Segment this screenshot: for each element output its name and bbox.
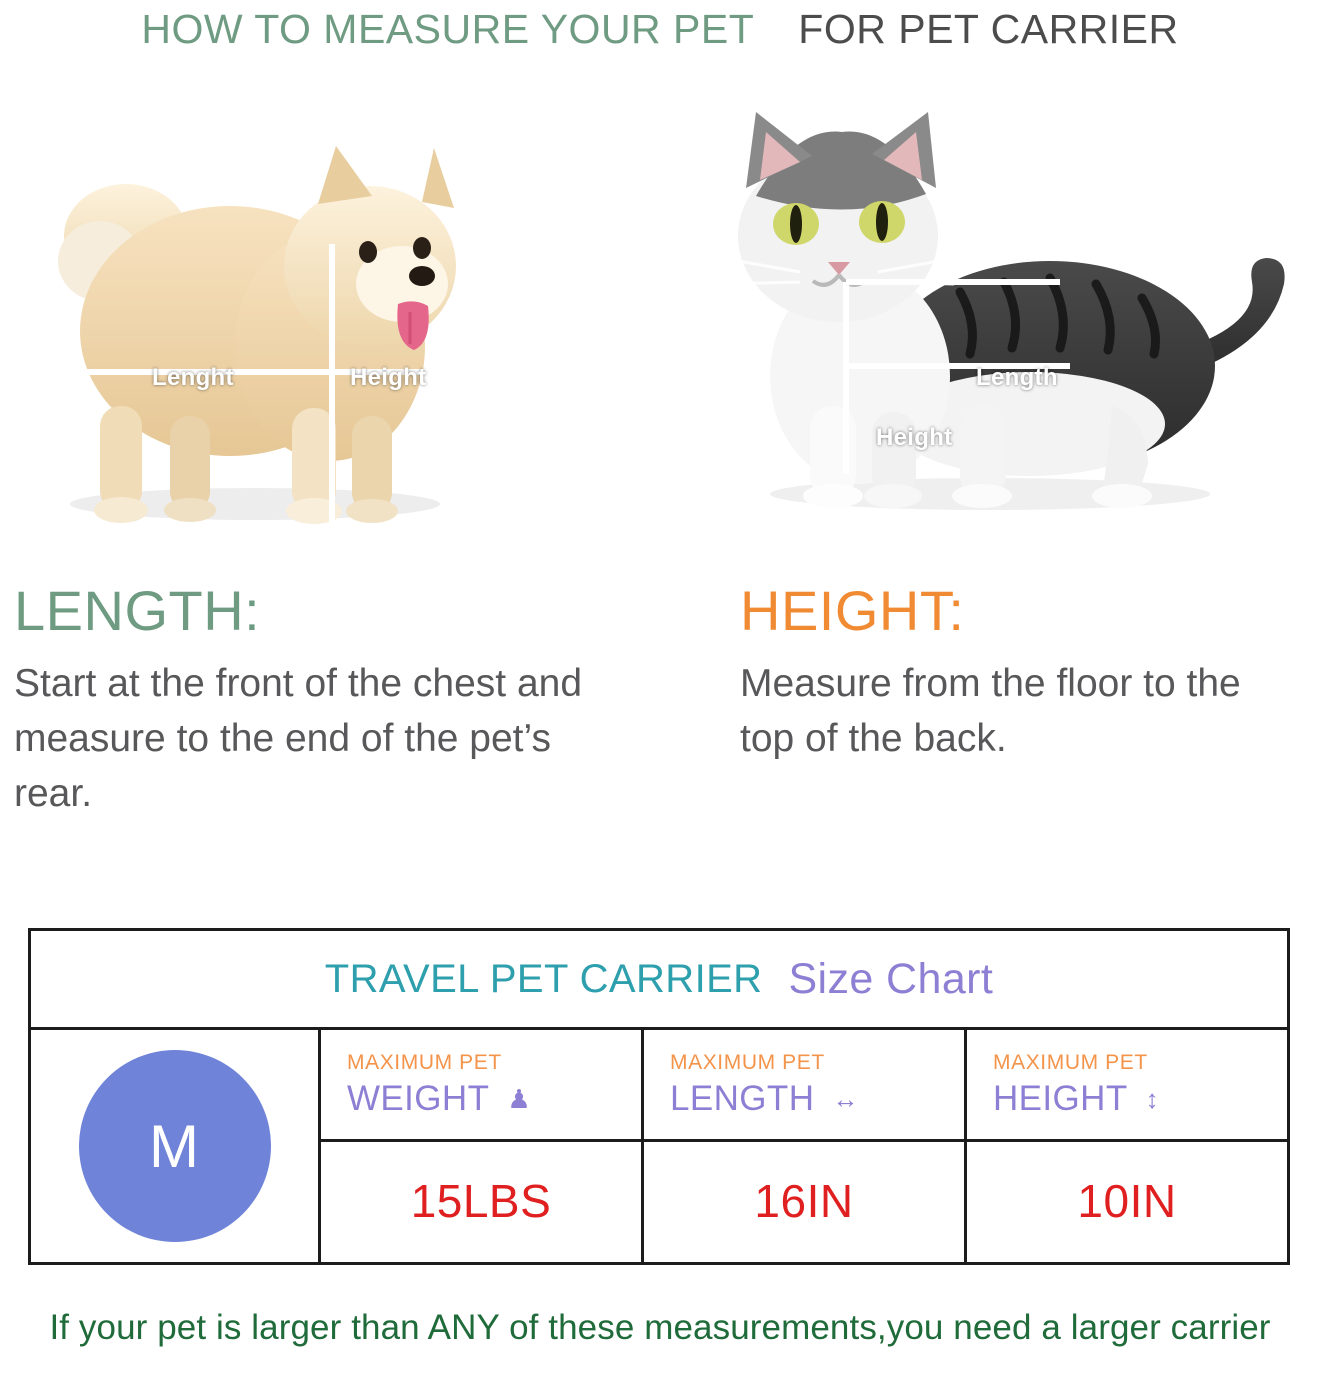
size-chart-title-row bbox=[31, 931, 1287, 1030]
metric-value-height: 10IN bbox=[1077, 1175, 1177, 1227]
metric-column-length bbox=[644, 1030, 967, 1262]
cat-illustration bbox=[660, 76, 1310, 546]
metric-header-weight bbox=[321, 1030, 641, 1142]
height-definition-text: Measure from the floor to the top of the back. bbox=[740, 661, 1241, 760]
cat-photo bbox=[660, 76, 1310, 546]
page-title-gray: FOR PET CARRIER bbox=[798, 6, 1179, 52]
length-definition bbox=[14, 580, 634, 822]
definitions-section bbox=[0, 580, 1320, 890]
height-definition bbox=[740, 580, 1300, 766]
metric-header-length bbox=[644, 1030, 964, 1142]
metric-sub-height: MAXIMUM PET bbox=[993, 1050, 1148, 1074]
pet-photos-section bbox=[0, 76, 1320, 556]
page-header bbox=[0, 6, 1320, 53]
dog-photo bbox=[30, 76, 650, 546]
horizontal-arrow-icon: ↔ bbox=[832, 1083, 859, 1114]
vertical-arrow-icon: ↕ bbox=[1145, 1083, 1159, 1114]
size-badge-m: M bbox=[79, 1050, 271, 1242]
metric-header-height bbox=[967, 1030, 1287, 1142]
size-chart-table bbox=[28, 928, 1290, 1265]
page-title-green: HOW TO MEASURE YOUR PET bbox=[141, 6, 755, 52]
metric-sub-weight: MAXIMUM PET bbox=[347, 1050, 502, 1074]
cat-length-label: Length bbox=[976, 364, 1058, 391]
dog-height-label: Height bbox=[350, 364, 427, 391]
length-definition-text: Start at the front of the chest and measure to the end of the pet’s rear. bbox=[14, 661, 583, 816]
footer-note: If your pet is larger than ANY of these measurements,you need a larger carrier bbox=[49, 1308, 1271, 1347]
size-badge-cell bbox=[31, 1030, 321, 1262]
weight-icon: ♟ bbox=[507, 1083, 531, 1114]
length-definition-title: LENGTH: bbox=[14, 579, 261, 642]
dog-length-label: Lenght bbox=[152, 364, 234, 391]
metric-column-weight bbox=[321, 1030, 644, 1262]
size-chart-title-primary: TRAVEL PET CARRIER bbox=[324, 956, 763, 1001]
metric-value-length: 16IN bbox=[754, 1175, 854, 1227]
metric-columns bbox=[321, 1030, 1287, 1262]
cat-height-label: Height bbox=[876, 424, 953, 451]
size-chart-title-secondary: Size Chart bbox=[788, 954, 994, 1003]
dog-illustration bbox=[30, 76, 650, 546]
metric-name-weight: WEIGHT bbox=[347, 1078, 490, 1118]
metric-value-weight: 15LBS bbox=[410, 1175, 552, 1227]
metric-column-height bbox=[967, 1030, 1287, 1262]
height-definition-title: HEIGHT: bbox=[740, 579, 965, 642]
metric-name-length: LENGTH bbox=[670, 1078, 815, 1118]
size-chart-body bbox=[31, 1030, 1287, 1262]
metric-name-height: HEIGHT bbox=[993, 1078, 1128, 1118]
metric-sub-length: MAXIMUM PET bbox=[670, 1050, 825, 1074]
